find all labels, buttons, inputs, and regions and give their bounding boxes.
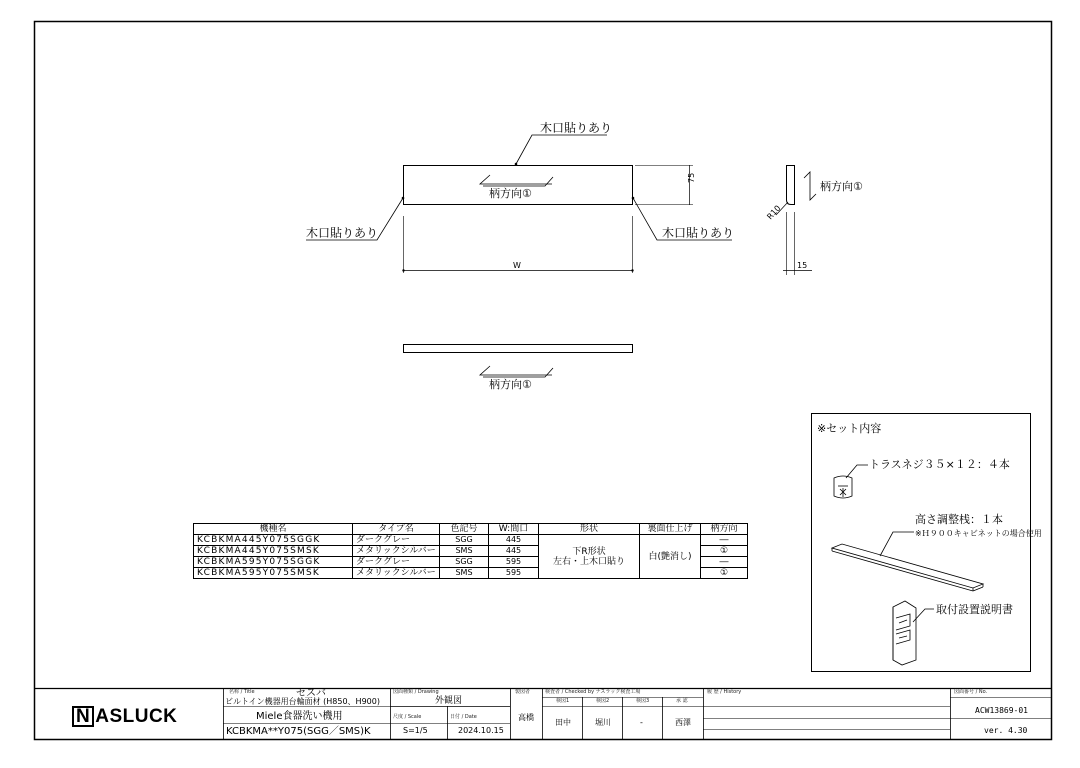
- drawing-number: ACW13869-01: [975, 706, 1028, 715]
- color-cell: SGG: [440, 557, 489, 568]
- screws-label: トラスネジ３５×１２：４本: [869, 458, 1010, 471]
- grain-arrow-bottom: [480, 366, 552, 375]
- width-cell: 595: [489, 557, 539, 568]
- grain-cell: ①: [701, 546, 748, 557]
- logo-text: ASLUCK: [95, 706, 178, 727]
- company-logo: [72, 706, 177, 728]
- grain-arrow-side: [804, 172, 816, 200]
- drafter-name: 高橋: [518, 713, 534, 722]
- drawing-number-caption: 図面番号 / No.: [954, 689, 988, 695]
- edge-label-right: 木口貼りあり: [662, 226, 735, 240]
- width-cell: 595: [489, 568, 539, 579]
- spec-table: [193, 523, 748, 579]
- color-cell: SMS: [440, 546, 489, 557]
- grain-label-bottom: 柄方向①: [489, 378, 532, 391]
- check-caption: 検査者 / Checked by ナスラック検査工場: [545, 689, 641, 695]
- side-view-profile: [787, 166, 795, 205]
- product-subtitle-3: KCBKMA**Y075(SGG／SMS)K: [226, 726, 371, 737]
- shape-line-1: 下R形状: [572, 546, 606, 557]
- scale-value: S=1/5: [403, 726, 428, 735]
- drawing-version: ver. 4.30: [984, 726, 1028, 735]
- type-cell: メタリックシルバー: [353, 546, 440, 557]
- dimension-width-label: W: [513, 261, 521, 270]
- drawing-type-caption: 図面種類 / Drawing: [393, 689, 439, 695]
- leader-edge-top: [516, 135, 607, 164]
- type-cell: ダークグレー: [353, 535, 440, 546]
- date-caption: 日付 / Date: [450, 714, 477, 720]
- product-subtitle-1: ビルトイン機器用台輪面材 (H850、H900): [225, 697, 380, 706]
- shape-line-2: 左右・上木口貼り: [552, 556, 625, 567]
- dimension-radius-label: R10: [765, 203, 783, 222]
- batten-note: ※Ｈ９００キャビネットの場合使用: [915, 529, 1042, 538]
- history-caption: 履 歴 / History: [707, 689, 742, 695]
- logo-initial: N: [72, 706, 94, 727]
- set-contents-box: [812, 414, 1031, 672]
- date-value: 2024.10.15: [458, 726, 504, 735]
- model-cell: KCBKMA445Y075SGGK: [194, 535, 353, 546]
- header-color: 色記号: [440, 524, 489, 535]
- scale-caption: 尺度 / Scale: [393, 714, 422, 720]
- check-header-4: 承 認: [676, 698, 688, 704]
- color-cell: SMS: [440, 568, 489, 579]
- batten-label: 高さ調整桟：１本: [915, 513, 1003, 526]
- title-caption: 名称 / Title: [229, 689, 255, 695]
- back-finish-cell: 白(艶消し): [640, 535, 701, 579]
- header-type: タイプ名: [353, 524, 440, 535]
- model-cell: KCBKMA445Y075SMSK: [194, 546, 353, 557]
- checker-1: 田中: [555, 718, 571, 727]
- width-cell: 445: [489, 546, 539, 557]
- header-back-finish: 裏面仕上げ: [640, 524, 701, 535]
- drafter-caption: 製図者: [515, 689, 531, 695]
- check-header-1: 検図1: [556, 698, 570, 704]
- set-contents-title: ※セット内容: [817, 422, 882, 435]
- edge-label-left: 木口貼りあり: [306, 226, 379, 240]
- check-header-2: 検図2: [596, 698, 610, 704]
- color-cell: SGG: [440, 535, 489, 546]
- manual-label: 取付設置説明書: [936, 603, 1013, 616]
- model-cell: KCBKMA595Y075SMSK: [194, 568, 353, 579]
- width-cell: 445: [489, 535, 539, 546]
- type-cell: ダークグレー: [353, 557, 440, 568]
- type-cell: メタリックシルバー: [353, 568, 440, 579]
- dimension-thickness-label: 15: [797, 261, 808, 270]
- screw-illustration: [834, 465, 868, 498]
- spec-table-header-row: [194, 524, 748, 535]
- header-grain: 柄方向: [701, 524, 748, 535]
- bottom-view-panel: [404, 345, 633, 353]
- grain-cell: ―: [701, 535, 748, 546]
- edge-label-top: 木口貼りあり: [540, 121, 613, 135]
- manual-illustration: [893, 601, 934, 665]
- checker-2: 堀川: [595, 718, 611, 727]
- table-row: [194, 535, 748, 546]
- title-block-grid: [35, 688, 1051, 740]
- model-cell: KCBKMA595Y075SGGK: [194, 557, 353, 568]
- check-header-3: 検図3: [636, 698, 650, 704]
- grain-cell: ―: [701, 557, 748, 568]
- product-subtitle-2: Miele食器洗い機用: [256, 711, 343, 722]
- grain-label-side: 柄方向①: [820, 180, 863, 193]
- shape-cell: [539, 535, 640, 579]
- grain-arrow-front: [480, 175, 552, 184]
- checker-4: 西澤: [675, 718, 691, 727]
- product-title: セスバ: [296, 688, 326, 699]
- checker-3: -: [640, 718, 643, 727]
- header-model: 機種名: [194, 524, 353, 535]
- header-width: W:間口: [489, 524, 539, 535]
- grain-label-front: 柄方向①: [489, 187, 532, 200]
- grain-cell: ①: [701, 568, 748, 579]
- dimension-height-label: 75: [687, 172, 696, 183]
- batten-illustration: [832, 532, 983, 591]
- header-shape: 形状: [539, 524, 640, 535]
- drawing-type: 外観図: [435, 696, 463, 706]
